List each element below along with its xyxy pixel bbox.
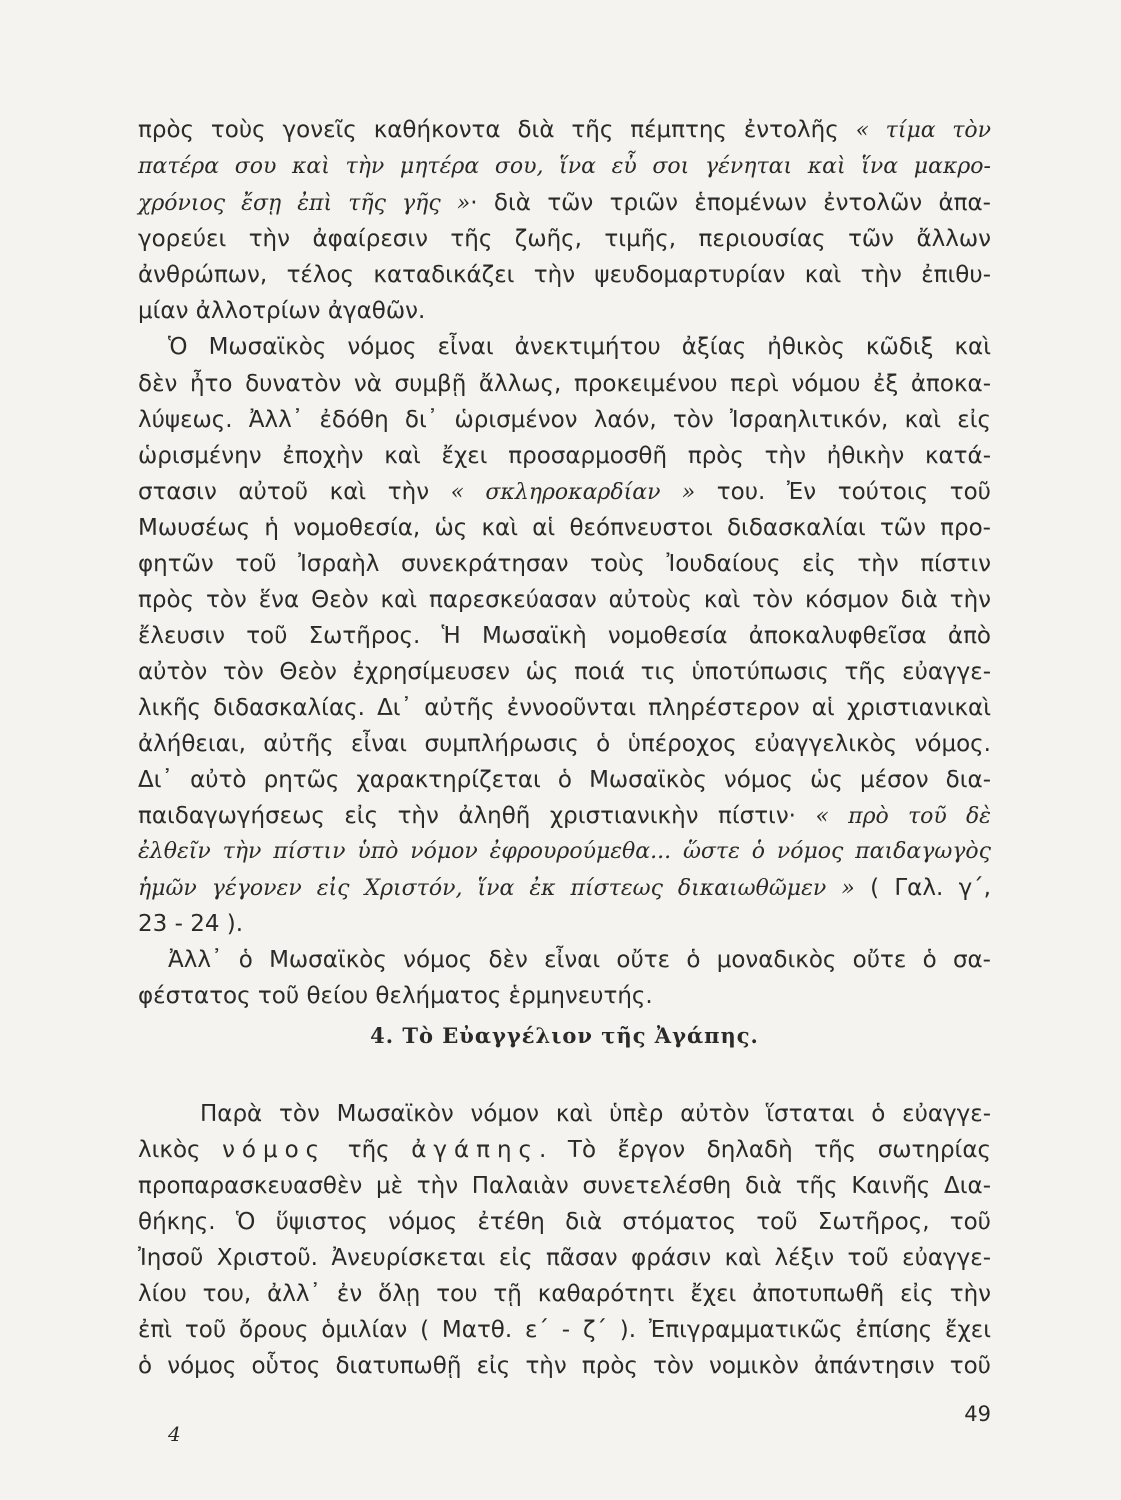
text-line: χρόνιος ἔσῃ ἐπὶ τῆς γῆς »· διὰ τῶν τριῶν ἑπομένων ἐντολῶν ἀπα- [138,190,991,216]
text-line: ἐλθεῖν τὴν πίστιν ὑπὸ νόμον ἐφρουρούμεθα... ὥστε ὁ νόμος παιδαγωγὸς [138,839,991,864]
text-line: ἀλήθειαι, αὐτῆς εἶναι συμπλήρωσις ὁ ὑπέροχος εὐαγγελικὸς νόμος. [138,731,991,757]
text-line: στασιν αὐτοῦ καὶ τὴν « σκληροκαρδίαν » του. Ἐν τούτοις τοῦ [138,479,991,505]
text-line: ὁ νόμος οὗτος διατυπωθῇ εἰς τὴν πρὸς τὸν νομικὸν ἀπάντησιν τοῦ [138,1353,991,1379]
text-line: λικῆς διδασκαλίας. Δι᾽ αὐτῆς ἐννοοῦνται πληρέστερον αἱ χριστιανικαὶ [138,695,991,721]
text-line: Ὁ Μωσαϊκὸς νόμος εἶναι ἀνεκτιμήτου ἀξίας ἠθικὸς κῶδιξ καὶ [168,334,991,360]
text-line: μίαν ἀλλοτρίων ἀγαθῶν. [138,298,426,324]
signature-mark: 4 [168,1422,181,1446]
text-line: γορεύει τὴν ἀφαίρεσιν τῆς ζωῆς, τιμῆς, περιουσίας τῶν ἄλλων [138,226,991,252]
text-line: Παρὰ τὸν Μωσαϊκὸν νόμον καὶ ὑπὲρ αὐτὸν ἵσταται ὁ εὐαγγε- [200,1101,991,1127]
text-line: παιδαγωγήσεως εἰς τὴν ἀληθῆ χριστιανικὴν πίστιν· « πρὸ τοῦ δὲ [138,803,991,829]
text-line: λικὸς νόμος τῆς ἀγάπης. Τὸ ἔργον δηλαδὴ τῆς σωτηρίας [138,1137,991,1163]
text-line: λύψεως. Ἀλλ᾽ ἐδόθη δι᾽ ὡρισμένον λαόν, τὸν Ἰσραηλιτικόν, καὶ εἰς [138,407,991,433]
text-line: προπαρασκευασθὲν μὲ τὴν Παλαιὰν συνετελέσθη διὰ τῆς Καινῆς Δια- [138,1173,991,1199]
text-line: ἔλευσιν τοῦ Σωτῆρος. Ἡ Μωσαϊκὴ νομοθεσία ἀποκαλυφθεῖσα ἀπὸ [138,623,991,649]
text-line: ὡρισμένην ἐποχὴν καὶ ἔχει προσαρμοσθῆ πρὸς τὴν ἠθικὴν κατά- [138,443,991,469]
text-line: φητῶν τοῦ Ἰσραὴλ συνεκράτησαν τοὺς Ἰουδαίους εἰς τὴν πίστιν [138,551,991,577]
text-line: ἐπὶ τοῦ ὄρους ὁμιλίαν ( Ματθ. ε΄ - ζ΄ ). Ἐπιγραμματικῶς ἐπίσης ἔχει [138,1317,991,1343]
text-line: Δι᾽ αὐτὸ ρητῶς χαρακτηρίζεται ὁ Μωσαϊκὸς νόμος ὡς μέσον δια- [138,767,991,793]
text-line: Μωυσέως ἡ νομοθεσία, ὡς καὶ αἱ θεόπνευστοι διδασκαλίαι τῶν προ- [138,515,991,541]
section-heading: 4. Τὸ Εὐαγγέλιον τῆς Ἀγάπης. [370,1023,759,1048]
text-line: αὐτὸν τὸν Θεὸν ἐχρησίμευσεν ὡς ποιά τις ὑποτύπωσις τῆς εὐαγγε- [138,659,991,685]
page-number: 49 [964,1402,991,1426]
text-line: θήκης. Ὁ ὕψιστος νόμος ἐτέθη διὰ στόματος τοῦ Σωτῆρος, τοῦ [138,1209,991,1235]
text-line: ἀνθρώπων, τέλος καταδικάζει τὴν ψευδομαρτυρίαν καὶ τὴν ἐπιθυ- [138,262,991,288]
text-line: Ἀλλ᾽ ὁ Μωσαϊκὸς νόμος δὲν εἶναι οὔτε ὁ μοναδικὸς οὔτε ὁ σα- [168,947,991,973]
text-line: 23 - 24 ). [138,911,244,937]
text-line: δὲν ἦτο δυνατὸν νὰ συμβῇ ἄλλως, προκειμένου περὶ νόμου ἐξ ἀποκα- [138,371,991,397]
text-line: ἡμῶν γέγονεν εἰς Χριστόν, ἵνα ἐκ πίστεως δικαιωθῶμεν » ( Γαλ. γ΄, [138,875,991,901]
text-line: πρὸς τὸν ἕνα Θεὸν καὶ παρεσκεύασαν αὐτοὺς καὶ τὸν κόσμον διὰ τὴν [138,587,991,613]
text-line: φέστατος τοῦ θείου θελήματος ἑρμηνευτής. [138,983,653,1009]
text-line: πρὸς τοὺς γονεῖς καθήκοντα διὰ τῆς πέμπτης ἐντολῆς « τίμα τὸν [138,117,991,143]
text-line: πατέρα σου καὶ τὴν μητέρα σου, ἵνα εὖ σοι γένηται καὶ ἵνα μακρο- [138,154,991,179]
text-line: Ἰησοῦ Χριστοῦ. Ἀνευρίσκεται εἰς πᾶσαν φράσιν καὶ λέξιν τοῦ εὐαγγε- [138,1245,991,1271]
text-line: λίου του, ἀλλ᾽ ἐν ὅλῃ του τῇ καθαρότητι ἔχει ἀποτυπωθῆ εἰς τὴν [138,1281,991,1307]
